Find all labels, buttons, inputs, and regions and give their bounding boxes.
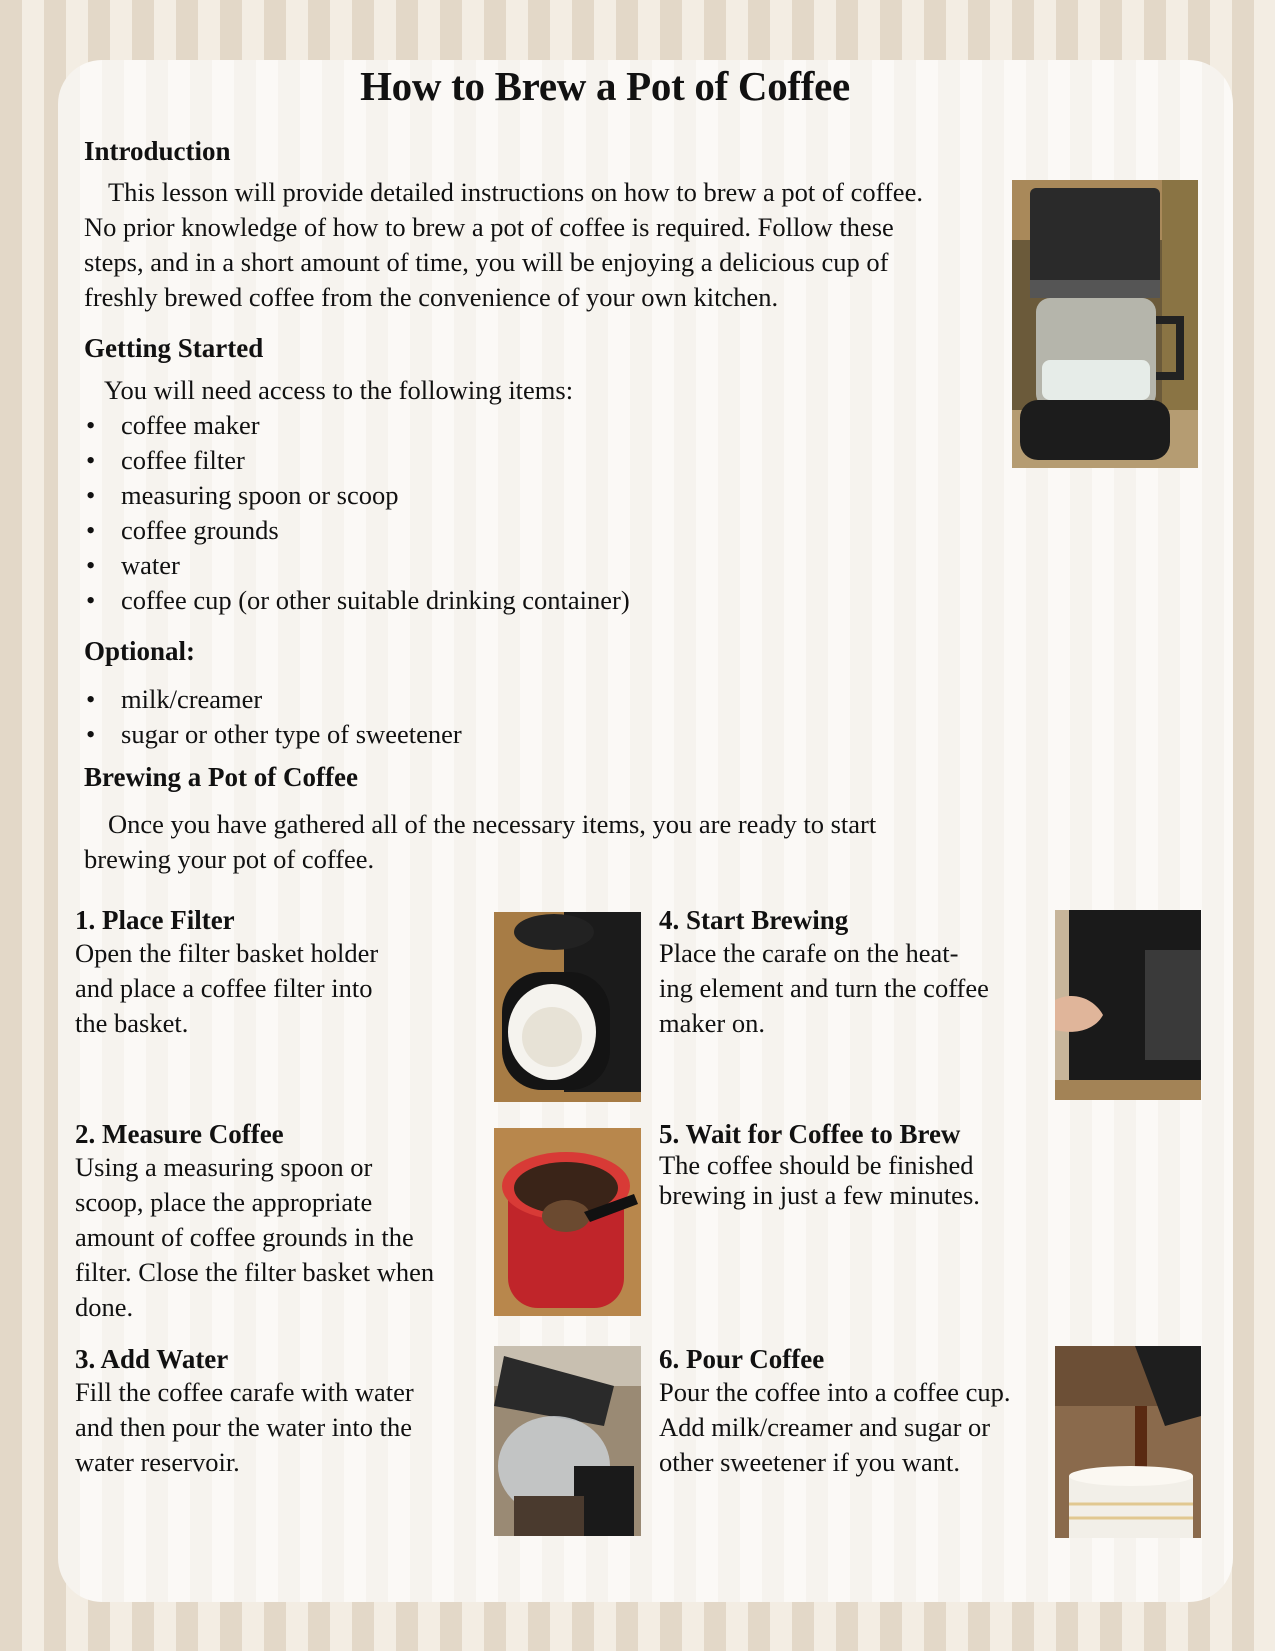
step-text: Place the carafe on the heat- ing element and turn the coffee maker on. (659, 938, 989, 1038)
list-item: • coffee cup (or other suitable drinking container) (84, 583, 630, 618)
getting-started-heading: Getting Started (84, 333, 264, 363)
optional-list (84, 682, 462, 752)
coffee-grounds-photo (494, 1128, 641, 1316)
intro-line: freshly brewed coffee from the convenience of your own kitchen. (84, 282, 779, 312)
pour-coffee-photo (1055, 1346, 1201, 1538)
intro-line: This lesson will provide detailed instructions on how to brew a pot of coffee. (108, 177, 923, 207)
step-3 (75, 1344, 414, 1480)
step-1 (75, 905, 378, 1041)
brewing-heading: Brewing a Pot of Coffee (84, 762, 358, 792)
intro-heading: Introduction (84, 136, 231, 166)
step-text: Open the filter basket holder and place a coffee filter into the basket. (75, 938, 379, 1038)
intro-paragraph (84, 175, 923, 315)
step-text: Fill the coffee carafe with water and then pour the water into the water reservoir. (75, 1377, 414, 1477)
start-brewing-photo (1055, 910, 1201, 1100)
step-title: 6. Pour Coffee (659, 1344, 825, 1374)
list-item: • measuring spoon or scoop (84, 478, 630, 513)
list-item: • coffee filter (84, 443, 630, 478)
step-title: 1. Place Filter (75, 905, 235, 935)
step-5 (659, 1119, 980, 1210)
list-item: • coffee maker (84, 408, 630, 443)
step-4 (659, 905, 989, 1041)
coffee-filter-photo (494, 912, 641, 1102)
brewing-line: Once you have gathered all of the necessary items, you are ready to start (108, 809, 877, 839)
brewing-paragraph (84, 807, 876, 877)
step-2 (75, 1119, 434, 1325)
intro-line: No prior knowledge of how to brew a pot of coffee is required. Follow these (84, 212, 894, 242)
step-title: 5. Wait for Coffee to Brew (659, 1119, 961, 1149)
brewing-line: brewing your pot of coffee. (84, 844, 375, 874)
step-title: 2. Measure Coffee (75, 1119, 284, 1149)
step-6 (659, 1344, 1010, 1480)
step-title: 4. Start Brewing (659, 905, 849, 935)
coffee-maker-photo (1012, 180, 1198, 468)
step-title: 3. Add Water (75, 1344, 229, 1374)
step-text: The coffee should be finished brewing in just a few minutes. (659, 1150, 980, 1210)
list-item: • water (84, 548, 630, 583)
page-title: How to Brew a Pot of Coffee (360, 63, 850, 109)
list-item: • sugar or other type of sweetener (84, 717, 462, 752)
step-text: Pour the coffee into a coffee cup. Add milk/creamer and sugar or other sweetener if you want. (659, 1377, 1011, 1477)
items-list (84, 408, 630, 618)
getting-started-lead: You will need access to the following items: (104, 375, 574, 405)
step-text: Using a measuring spoon or scoop, place the appropriate amount of coffee grounds in the filter. Close the filter basket when done. (75, 1152, 435, 1322)
optional-heading: Optional: (84, 636, 196, 666)
intro-line: steps, and in a short amount of time, you will be enjoying a delicious cup of (84, 247, 889, 277)
list-item: • milk/creamer (84, 682, 462, 717)
add-water-photo (494, 1346, 641, 1536)
list-item: • coffee grounds (84, 513, 630, 548)
